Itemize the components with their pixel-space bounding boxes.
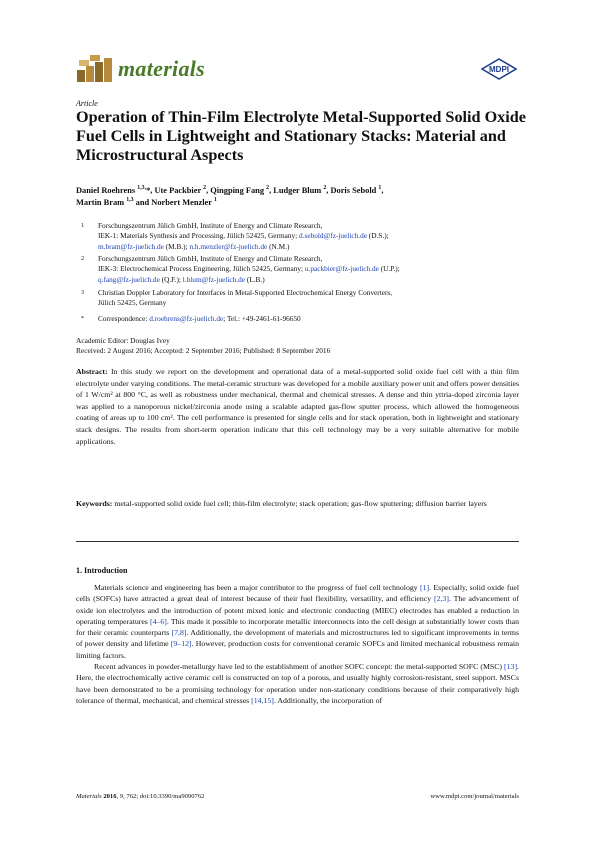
- affiliation-number: 1: [81, 223, 84, 229]
- section-heading: 1. Introduction: [76, 566, 128, 575]
- paragraph-text: . However, production costs for conventional ceramic SOFCs and limited mechanical robustness remain limiting factors.: [76, 639, 519, 660]
- academic-editor: Academic Editor: Douglas Ivey: [76, 336, 170, 345]
- affiliation-line: Christian Doppler Laboratory for Interfaces in Metal-Supported Electrochemical Energy Converters,: [98, 288, 393, 297]
- email-link[interactable]: l.blum@fz-juelich.de: [182, 274, 246, 284]
- citation-link[interactable]: [13]: [504, 662, 518, 672]
- article-meta: [76, 336, 516, 357]
- paragraph: [76, 582, 519, 661]
- citation-link[interactable]: [7,8]: [171, 628, 187, 638]
- footer-journal: Materials: [76, 793, 102, 800]
- journal-logo-icon: [76, 52, 114, 84]
- keywords-text: metal-supported solid oxide fuel cell; thin-film electrolyte; stack operation; gas-flow sputtering; diffusion barrier layers: [114, 499, 487, 508]
- abstract-text: In this study we report on the development and operational data of a metal-supported solid oxide fuel cell with a thin film electrolyte under varying conditions. The metal-ceramic structure was developed for a mobile auxiliary power unit and offers power densities of 1 W/cm² at 800 °C, as well as robustness under mechanical, thermal and chemical stresses. A dense and thin yttria-doped zirconia layer was applied to a nanoporous nickel/zirconia anode using a scalable adapted gas-flow sputter process, which allowed the homogeneous coating of areas up to 100 cm². The cell performance is presented for single cells and for stack operation, both in lightweight and stationary stack designs. The results from short-term operation indicate that this cell technology may be a very suitable alternative for mobile applications.: [76, 367, 519, 446]
- paragraph-text: Recent advances in powder-metallurgy have led to the establishment of another SOFC concept: the metal-supported SOFC (MSC): [94, 662, 505, 672]
- body-text: [76, 582, 519, 706]
- mdpi-logo-text: MDPI: [489, 65, 509, 74]
- affiliation-2: [76, 254, 516, 285]
- paragraph-text: . The advancement of oxide ion electrolytes and the introduction of potent mixed ionic and electronic conducting (MIEC) electrodes has enabled a reduction in operating temperatures: [76, 594, 520, 626]
- citation-link[interactable]: [1]: [420, 583, 430, 592]
- paragraph-text: . Here, the electrochemically active ceramic cell is constructed on top of a porous, and usually highly corrosion-resistant, steel support. MSCs have been demonstrated to be a promising technology for operation under non-stationary conditions because of their comparatively high tolerance of thermal, mechanical, and chemical stresses: [76, 662, 519, 705]
- footer-volume: 9: [119, 793, 124, 800]
- citation-link[interactable]: [4–6]: [149, 616, 167, 626]
- email-link[interactable]: n.h.menzler@fz-juelich.de: [189, 241, 268, 251]
- footer-url[interactable]: www.mdpi.com/journal/materials: [430, 793, 519, 800]
- citation-link[interactable]: [2,3]: [433, 594, 449, 604]
- author-list: [76, 185, 516, 208]
- affiliation-line: IEK-1: Materials Synthesis and Processing, Jülich 52425, Germany; d.sebold@fz-juelich.de (D.S.);: [98, 231, 389, 241]
- paragraph-text: . Especially, solid oxide fuel cells (SOFCs) have attracted a great deal of interest because of their fuel flexibility, versatility, and efficiency: [76, 583, 519, 604]
- affiliation-line: Jülich 52425, Germany: [98, 298, 167, 308]
- keywords-label: Keywords:: [76, 499, 113, 508]
- footer-year: 2016: [103, 793, 117, 800]
- article-dates: Received: 2 August 2016; Accepted: 2 September 2016; Published: 8 September 2016: [76, 346, 331, 356]
- abstract: [76, 366, 519, 447]
- author-line-1: Daniel Roehrens $^{1,3,}$*, Ute Packbier $^2$, Qingping Fang $^2$, Ludger Blum $^2$, Doris Sebold $^1$,: [76, 185, 384, 195]
- paragraph-text: . Additionally, the incorporation of: [273, 695, 383, 705]
- citation-link[interactable]: [9–12]: [170, 639, 192, 649]
- paragraph-text: . Additionally, the development of materials and microstructures led to significant improvements in terms of power density and lifetime: [76, 628, 519, 649]
- citation-link[interactable]: [14,15]: [251, 695, 274, 705]
- email-link[interactable]: d.sebold@fz-juelich.de: [299, 231, 367, 241]
- affiliation-line: Forschungszentrum Jülich GmbH, Institute of Energy and Climate Research,: [98, 221, 323, 230]
- email-link[interactable]: m.bram@fz-juelich.de: [98, 241, 164, 251]
- affiliation-line: IEK-3: Electrochemical Process Engineering, Jülich 52425, Germany; u.packbier@fz-juelich.de (U.P.);: [98, 264, 400, 274]
- correspondence-line: Correspondence: d.roehrens@fz-juelich.de; Tel.: +49-2461-61-96650: [98, 314, 301, 323]
- affiliation-line: m.bram@fz-juelich.de (M.B.); n.h.menzler@fz-juelich.de (N.M.): [98, 241, 290, 251]
- section-divider: [76, 541, 519, 542]
- affiliation-number: 3: [81, 290, 84, 296]
- email-link[interactable]: q.fang@fz-juelich.de: [98, 274, 160, 284]
- affiliation-line: q.fang@fz-juelich.de (Q.F.); l.blum@fz-juelich.de (L.B.): [98, 274, 265, 284]
- article-title: Operation of Thin-Film Electrolyte Metal-Supported Solid Oxide Fuel Cells in Lightweight and Stationary Stacks: Material and Microstructural Aspects: [76, 108, 526, 164]
- email-link[interactable]: d.roehrens@fz-juelich.de: [149, 314, 224, 323]
- keywords: [76, 498, 519, 510]
- author-line-2: Martin Bram $^{1,3}$ and Norbert Menzler $^1$: [76, 196, 217, 207]
- journal-name: materials: [118, 56, 206, 81]
- email-link[interactable]: u.packbier@fz-juelich.de: [304, 264, 379, 274]
- affiliation-3: [76, 288, 516, 309]
- affiliation-1: [76, 221, 516, 252]
- article-type: Article: [76, 99, 98, 108]
- correspondence: [76, 314, 516, 324]
- paragraph-text: Materials science and engineering has been a major contributor to the progress of fuel cell technology: [94, 583, 421, 592]
- footer-citation: Materials 2016, 9, 762; doi:10.3390/ma9090762: [76, 793, 205, 800]
- affiliation-number: 2: [81, 256, 84, 262]
- paragraph-text: . This made it possible to incorporate metallic interconnects into the cell design at substantially lower costs than for their ceramic counterparts: [76, 616, 519, 638]
- correspondence-marker: *: [81, 316, 84, 322]
- abstract-label: Abstract:: [76, 367, 108, 376]
- paragraph: [76, 661, 519, 706]
- affiliation-line: Forschungszentrum Jülich GmbH, Institute of Energy and Climate Research,: [98, 254, 323, 263]
- mdpi-logo-icon: [480, 58, 518, 80]
